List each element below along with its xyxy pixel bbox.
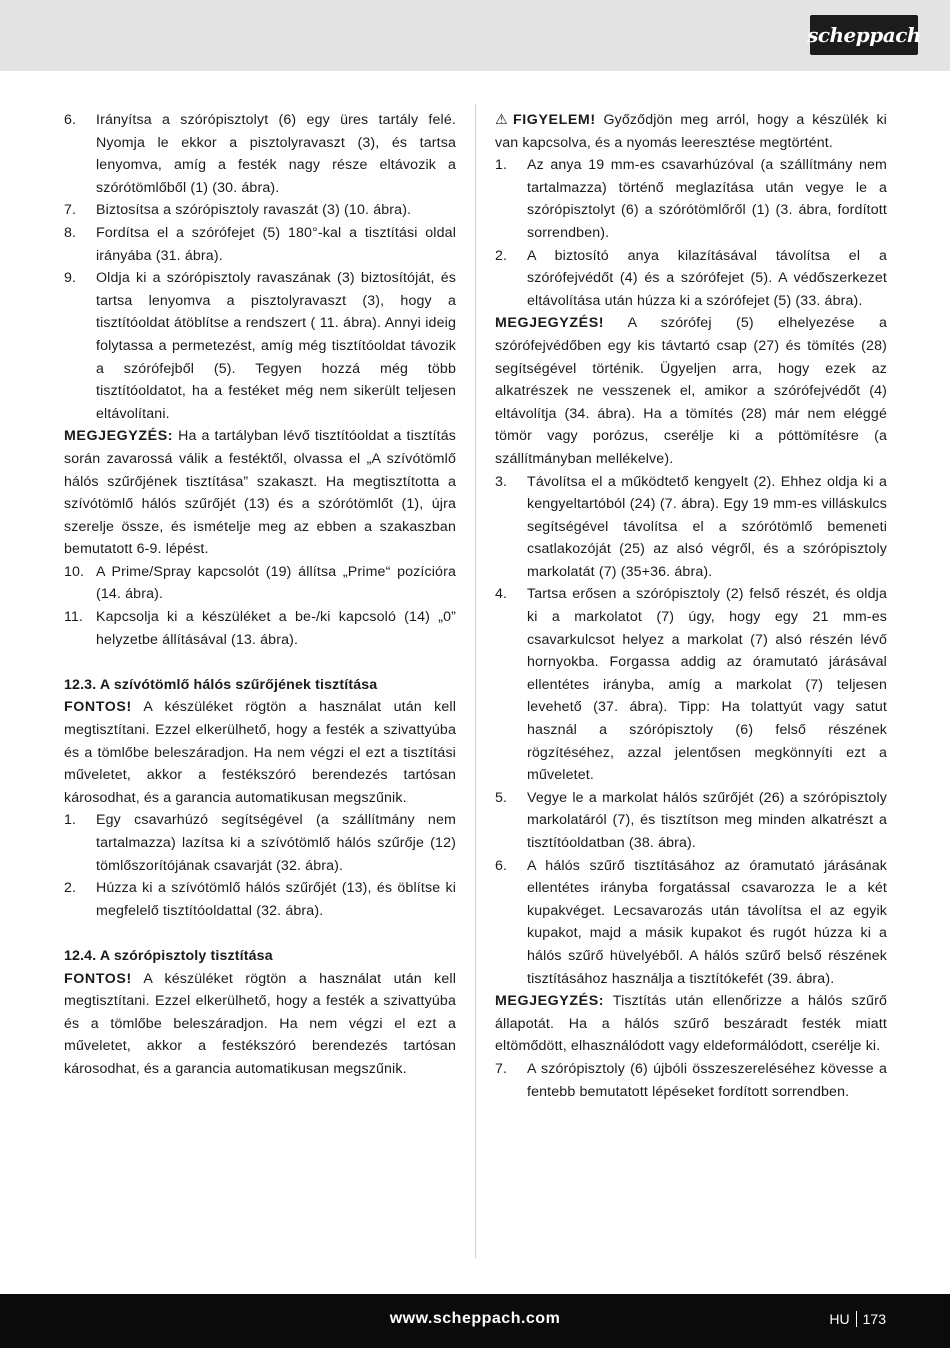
item-number: 4. (495, 586, 508, 603)
item-text: Biztosítsa a szórópisztoly ravaszát (3) (10. ábra). (96, 202, 412, 219)
important-paragraph (64, 968, 456, 1081)
item-text: Tartsa erősen a szórópisztoly (2) felső részét, és oldja ki a markolatot (7) úgy, hogy egy 21 mm-es csavarkulcsot helyez a markolat (7) alsó részén lévő hornyokba. Forgassa addig az óramutató járásával ellentétes irányba, amíg a markolat (7) teljesen levehető (37. ábra). Tipp: Ha tolattyút vagy satut használ a szórópisztoly (6) felső részének rögzítéséhez, azzal jelentősen megkönnyíti ezt a műveletet. (527, 586, 887, 784)
note-paragraph (495, 312, 887, 470)
steps-list-top (64, 109, 456, 425)
item-number: 7. (64, 202, 77, 219)
note-text: Tisztítás után ellenőrizze a hálós szűrő állapotát. Ha a hálós szűrő beszáradt festék miatt eltömődött, elhasználódott vagy eldeformálódott, cserélje ki. (495, 993, 887, 1055)
warning-triangle-icon: ⚠ (495, 112, 508, 128)
header-bar (0, 0, 950, 71)
item-text: A Prime/Spray kapcsolót (19) állítsa „Prime“ pozícióra (14. ábra). (96, 563, 456, 603)
item-number: 10. (64, 563, 85, 580)
note-paragraph (495, 990, 887, 1058)
steps-list-a (495, 154, 887, 312)
list-item (64, 561, 456, 606)
scheppach-logo (807, 15, 921, 55)
item-text: Távolítsa el a működtető kengyelt (2). Ehhez oldja ki a kengyeltartóból (24) (7. ábra). Egy 19 mm-es villáskulcs segítségével távolítsa el a szórótömlő bemeneti csatlakozóját (25) az alsó végről, és a szórópisztoly markolatát (7) (35+36. ábra). (527, 473, 887, 580)
item-text: Irányítsa a szórópisztolyt (6) egy üres tartály felé. Nyomja le ekkor a pisztolyravaszt (3), és tartsa lenyomva, amíg a festék nagy része eltávozik a szórótömlőből (1) (30. ábra). (96, 112, 456, 196)
steps-list-12-3 (64, 809, 456, 922)
language-code: HU (829, 1311, 850, 1327)
item-number: 6. (495, 857, 508, 874)
right-column (495, 109, 887, 1103)
item-number: 1. (64, 812, 77, 829)
list-item (64, 809, 456, 877)
note-paragraph (64, 425, 456, 561)
item-text: A biztosító anya kilazításával távolítsa el a szórófejvédőt (4) és a szórófejet (5). A védőszerkezet eltávolítása után húzza ki a szórófejet (5) (33. ábra). (527, 247, 887, 309)
list-item (64, 606, 456, 651)
item-number: 5. (495, 789, 508, 806)
list-item (495, 471, 887, 584)
left-column (64, 109, 456, 1081)
item-text: Oldja ki a szórópisztoly ravaszának (3) biztosítóját, és tartsa lenyomva a pisztolyravaszt (3), hogy a tisztítóoldat átöblítse a rendszert ( 11. ábra). Annyi ideig folytassa a permetezést, amíg még tisztítóoldat távozik a szórófejből (5). Tegyen hozzá még több tisztítóoldatot, ha a festéket még nem sikerült teljesen eltávolítani. (96, 270, 456, 422)
warning-text: Győződjön meg arról, hogy a készülék ki van kapcsolva, és a nyomás leeresztése megtörtént. (495, 112, 887, 151)
important-label: FONTOS! (64, 699, 132, 716)
list-item (495, 154, 887, 244)
item-text: A hálós szűrő tisztításához az óramutató járásának ellentétes irányba forgatással csavarozza le a két kupakvéget. Lecsavarozás után távolítsa el az egyik kupakot, majd a másik kupakot és rugót húzza ki a hálós szűrő hüvelyéből. A hálós szűrő belső részének tisztításához használja a tisztítókefét (39. ábra). (527, 857, 887, 987)
item-number: 2. (495, 247, 508, 264)
item-number: 1. (495, 157, 508, 174)
note-label: MEGJEGYZÉS: (64, 428, 174, 445)
item-number: 11. (64, 609, 84, 626)
note-text: Ha a tartályban lévő tisztítóoldat a tisztítás során zavarossá válik a festéktől, olvassa el „A szívótömlő hálós szűrőjének tisztítása” szakaszt. Ha megtisztította a szívótömlő hálós szűrőjét (13) és a szórótömlőt (1), újra szerelje össze, és ismételje meg az ebben a szakaszban bemutatott 6-9. lépést. (64, 428, 456, 558)
item-number: 6. (64, 112, 77, 128)
footer-bar (0, 1294, 950, 1348)
column-divider (475, 104, 476, 1258)
steps-list-c (495, 1058, 887, 1103)
list-item (495, 787, 887, 855)
important-text: A készüléket rögtön a használat után kell megtisztítani. Ezzel elkerülhető, hogy a festék a szivattyúba és a tömlőbe beleszáradjon. Ha nem végzi el ezt a tisztítási műveletet, akkor a festékszóró berendezés tartósan károsodhat, és a garancia automatikusan megszűnik. (64, 699, 456, 806)
note-text: A szórófej (5) elhelyezése a szórófejvédőben egy kis távtartó csap (27) és tömítés (28) segítségével történik. Ügyeljen arra, hogy ezek az alkatrészek ne vesszenek el, amikor a szórófejvédőt (4) eltávolítja (34. ábra). Ha a tömítés (28) már nem eléggé tömör vagy porózus, cserélje ki a póttömítésre (a szállítmányban mellékelve). (495, 315, 887, 467)
list-item (64, 109, 456, 199)
section-heading-12-4: 12.4. A szórópisztoly tisztítása (64, 947, 273, 964)
page-number: 173 (862, 1311, 886, 1327)
footer-website-link[interactable]: www.scheppach.com (389, 1310, 561, 1327)
important-label: FONTOS! (64, 970, 132, 987)
item-text: Az anya 19 mm-es csavarhúzóval (a szállítmány nem tartalmazza) történő meglazítása után vegye le a szórópisztolyt (6) a szórótömlőről (1) (3. ábra, fordított sorrendben). (527, 157, 887, 241)
item-number: 9. (64, 270, 77, 287)
item-number: 7. (495, 1060, 508, 1077)
item-number: 2. (64, 880, 77, 897)
note-label: MEGJEGYZÉS: (495, 993, 605, 1010)
important-paragraph (64, 696, 456, 809)
item-number: 8. (64, 224, 77, 241)
item-text: Húzza ki a szívótömlő hálós szűrőjét (13), és öblítse ki megfelelő tisztítóoldattal (32. ábra). (96, 880, 456, 919)
list-item (495, 1058, 887, 1103)
item-text: Kapcsolja ki a készüléket a be-/ki kapcsoló (14) „0” helyzetbe állításával (13. ábra). (96, 609, 456, 648)
item-number: 3. (495, 473, 508, 490)
list-item (64, 877, 456, 922)
list-item (495, 245, 887, 313)
list-item (495, 855, 887, 991)
logo-text: scheppach (807, 23, 921, 47)
item-text: Vegye le a markolat hálós szűrőjét (26) a szórópisztoly markolatáról (7), és tisztítson meg minden alkatrészt a tisztítóoldatban (38. ábra). (527, 789, 887, 851)
item-text: Fordítsa el a szórófejet (5) 180°-kal a tisztítási oldal irányába (31. ábra). (96, 224, 456, 264)
warning-paragraph (495, 109, 887, 154)
section-heading-12-3: 12.3. A szívótömlő hálós szűrőjének tisztítása (64, 676, 378, 693)
list-item (495, 583, 887, 786)
page-separator (856, 1311, 857, 1327)
note-label: MEGJEGYZÉS! (495, 315, 605, 332)
list-item (64, 267, 456, 425)
item-text: Egy csavarhúzó segítségével (a szállítmány nem tartalmazza) lazítsa ki a szívótömlő hálós szűrője (12) tömlőszorítójának csavarját (32. ábra). (96, 812, 456, 874)
steps-list-b (495, 471, 887, 991)
list-item (64, 222, 456, 267)
important-text: A készüléket rögtön a használat után kell megtisztítani. Ezzel elkerülhető, hogy a festék a szivattyúba és a tömlőbe beleszáradjon. Ha nem végzi el ezt a műveletet, akkor a festékszóró berendezés tartósan károsodhat, és a garancia automatikusan megszűnik. (64, 970, 456, 1077)
item-text: A szórópisztoly (6) újbóli összeszereléséhez kövesse a fentebb bemutatott lépéseket fordított sorrendben. (527, 1060, 887, 1100)
page-indicator (829, 1311, 886, 1327)
steps-list-mid (64, 561, 456, 651)
warning-label: FIGYELEM! (513, 112, 596, 128)
list-item (64, 199, 456, 222)
